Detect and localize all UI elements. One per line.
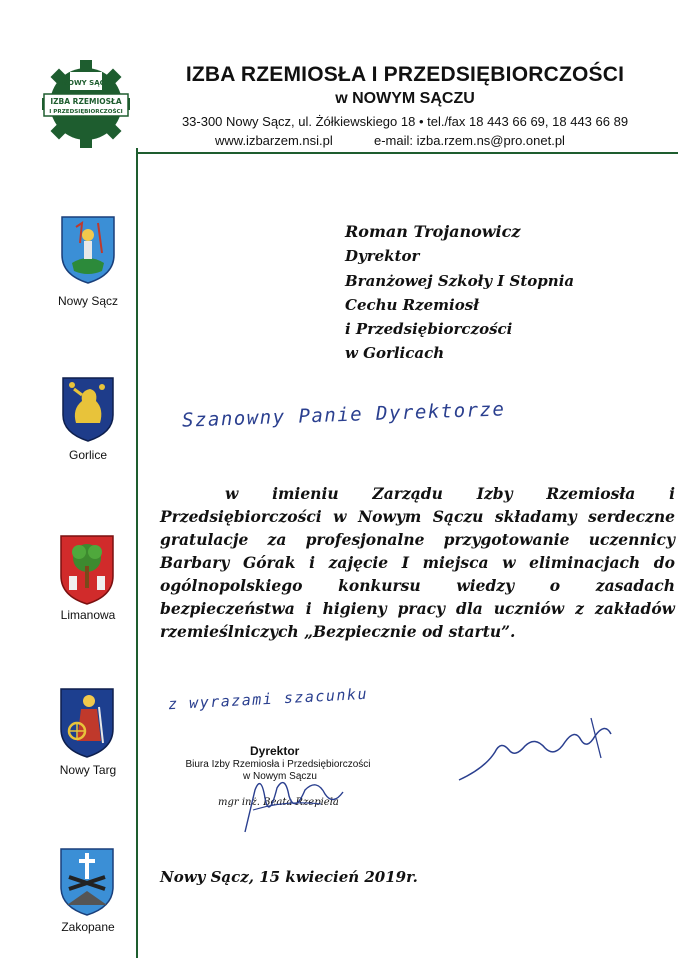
crest-nowy-targ: [57, 685, 117, 764]
crest-label-nowy-targ: Nowy Targ: [59, 763, 117, 777]
crest-nowy-sacz: [58, 213, 118, 290]
chamber-logo: [40, 58, 132, 150]
recipient-line4: i Przedsiębiorczości: [345, 320, 513, 338]
chamber-address: 33-300 Nowy Sącz, ul. Żółkiewskiego 18 • tel./fax 18 443 66 69, 18 443 66 89: [181, 114, 629, 129]
vertical-rule: [136, 148, 138, 958]
signature-name: mgr inż. Beata Rzepiela: [218, 797, 339, 808]
signature-title: Dyrektor: [250, 744, 300, 758]
crest-label-limanowa: Limanowa: [60, 608, 116, 622]
recipient-line2: Branżowej Szkoły I Stopnia: [345, 272, 575, 290]
salutation-handwritten: Szanowny Panie Dyrektorze: [181, 398, 506, 432]
signature-scribble-right: [455, 710, 625, 785]
signature-org-line2: w Nowym Sączu: [243, 771, 317, 782]
recipient-line1: Dyrektor: [345, 247, 420, 265]
horizontal-rule: [138, 152, 678, 154]
limanowa-crest-icon: [57, 532, 117, 606]
crest-label-gorlice: Gorlice: [68, 448, 107, 462]
crest-limanowa: [57, 532, 117, 611]
crest-label-zakopane: Zakopane: [61, 920, 115, 934]
letter-date: Nowy Sącz, 15 kwiecień 2019r.: [160, 868, 418, 886]
crest-zakopane: [57, 845, 117, 922]
crest-label-nowy-sacz: Nowy Sącz: [57, 294, 119, 308]
recipient-line3: Cechu Rzemiosł: [345, 296, 479, 314]
closing-handwritten: z wyrazami szacunku: [167, 684, 369, 714]
chamber-email: e-mail: izba.rzem.ns@pro.onet.pl: [374, 133, 565, 148]
gorlice-crest-icon: [60, 375, 116, 443]
chamber-subtitle: w NOWYM SĄCZU: [335, 90, 475, 107]
zakopane-crest-icon: [57, 845, 117, 917]
logo-text-line2: I PRZEDSIĘBIORCZOŚCI: [49, 109, 123, 115]
nowy-targ-crest-icon: [57, 685, 117, 759]
logo-text-top: NOWY SĄCZ: [62, 79, 110, 87]
signature-org-line1: Biura Izby Rzemiosła i Przedsiębiorczości: [185, 759, 371, 770]
recipient-line5: w Gorlicach: [345, 344, 445, 362]
signature-scribble-stamp: [225, 770, 365, 840]
chamber-website: www.izbarzem.nsi.pl: [215, 133, 333, 148]
body-paragraph: w imieniu Zarządu Izby Rzemiosła i Przedsiębiorczości w Nowym Sączu składamy serdeczne gratulacje za profesjonalne przygotowanie uczennicy Barbary Górak i zajęcie I miejsca w eliminacjach do ogólnopolskiego konkursu wiedzy o zasadach bezpieczeństwa i higieny pracy dla uczniów z zakładów rzemieślniczych „Bezpiecznie od startu”.: [160, 484, 675, 641]
logo-text-line1: IZBA RZEMIOSŁA: [50, 97, 122, 106]
chamber-title: IZBA RZEMIOSŁA I PRZEDSIĘBIORCZOŚCI: [185, 63, 625, 86]
nowy-sacz-crest-icon: [58, 213, 118, 285]
recipient-name: Roman Trojanowicz: [345, 222, 521, 241]
crest-gorlice: [60, 375, 116, 448]
